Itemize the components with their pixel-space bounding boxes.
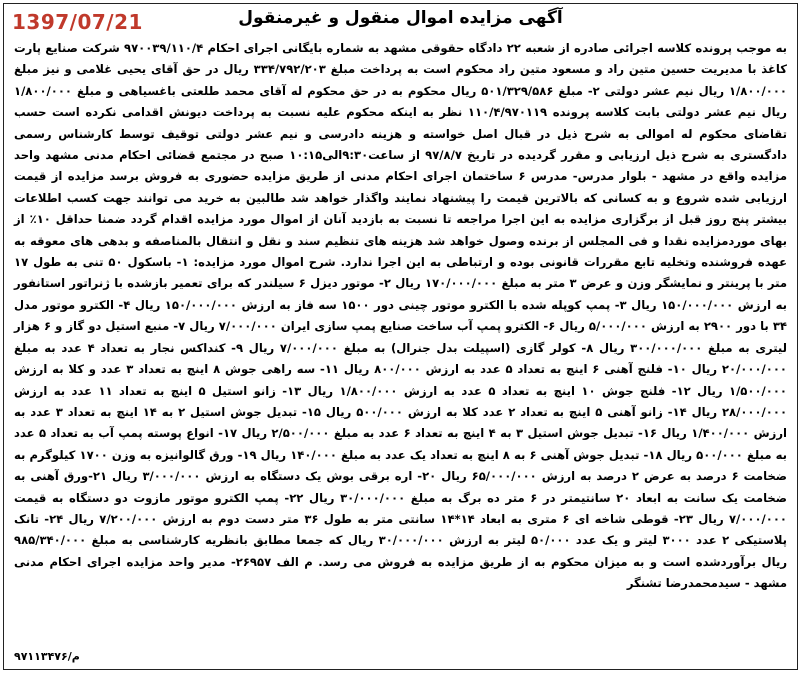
date-stamp: 1397/07/21 — [12, 10, 143, 34]
notice-intro: به موجب پرونده کلاسه اجرائی صادره از شعبه ۲۲ دادگاه حقوقی مشهد به شماره بایگانی اجرای احکام ۹۷۰۰۳۹/۱۱۰/۴ شرکت صنایع پارت کاغذ با مدیریت حسین متین راد و مسعود متین راد محکوم است به پرداخت مبلغ ۳۳۴/۷۹۲/۲۰۳ ریال در حق آقای یحیی غلامی و نیز مبلغ ۱/۸۰۰/۰۰۰ ریال نیم عشر دولتی ۲- مبلغ ۵۰۱/۳۲۹/۵۸۶ ریال محکوم به در حق محکوم له آقای محمد طلعتی باغسیاهی و مبلغ ۱/۸۰۰/۰۰۰ ریال نیم عشر دولتی بابت کلاسه پرونده ۱۱۰/۴/۹۷۰۱۱۹ نظر به اینکه محکوم علیه نسبت به پرداخت دیونش اقدامی نکرده است حسب تقاضای محکوم له اموالی به شرح ذیل در قبال اصل خواسته و هزینه دادرسی و نیم عشر دولتی توقیف توسط کارشناس رسمی دادگستری به شرح ذیل ارزیابی و مقرر گردیده در تاریخ ۹۷/۸/۷ از ساعت۹:۳۰الی۱۰:۱۵ صبح در مجتمع قضائی احکام مدنی مشهد واحد مزایده واقع در مشهد - بلوار مدرس- مدرس ۶ ساختمان اجرای احکام مدنی از طریق مزایده حضوری به فروش برسد مزایده از قیمت ارزیابی شده شروع و به کسانی که بالاترین قیمت را پیشنهاد نمایند واگذار خواهد شد طالبین به خرید می توانند جهت کسب اطلاعات بیشتر پنج روز قبل از برگزاری مزایده به این اجرا مراجعه تا نسبت به بازدید آنان از اموال مورد مزایده اقدام گردد ضمنا حداقل ۱۰٪ از بهای موردمزایده نقدا و فی المجلس از برنده وصول خواهد شد هزینه های تنظیم سند و نقل و انتقال بالمناصفه و بدهی های معوقه به عهده فروشنده وتخلیه تابع مقررات قانونی بوده و ارتباطی به این اجرا ندارد. — [14, 41, 788, 270]
notice-title: آگهی مزایده اموال منقول و غیرمنقول — [238, 8, 563, 28]
notice-signature: م الف ۲۶۹۵۷- مدیر واحد مزایده اجرای احکام مدنی مشهد - سیدمحمدرضا تشنگر — [14, 554, 787, 591]
notice-items: شرح اموال مورد مزایده: ۱- باسکول ۵۰ تنی به طول ۱۷ متر با پرینتر و نمایشگر وزن و عرض ۳ متر به مبلغ ۱۷۰/۰۰۰/۰۰۰ ریال ۲- موتور دیزل ۶ سیلندر که برای تعمیر بازشده با ژنراتور استانفور به ارزش ۱۵۰/۰۰۰/۰۰۰ ریال ۳- پمپ کوپله شده با الکترو موتور چینی دور ۱۵۰۰ سه فاز به ارزش ۱۵۰/۰۰۰/۰۰۰ ریال ۴- الکترو موتور مدل ۳۴ با دور ۲۹۰۰ به ارزش ۵/۰۰۰/۰۰۰ ریال ۶- الکترو پمپ آب ساخت صنایع پمپ سازی ایران ۷/۰۰۰/۰۰۰ ریال ۷- منبع استیل دو گاز و ۶ هزار لیتری به مبلغ ۳۰۰/۰۰۰/۰۰۰ ریال ۸- کولر گازی (اسپیلت بدل جنرال) به مبلغ ۷/۰۰۰/۰۰۰ ریال ۹- کنداکس نجار به تعداد ۴ عدد به مبلغ ۲۰/۰۰۰/۰۰۰ ریال ۱۰- فلنج آهنی ۶ اینچ به تعداد ۵ عدد به ارزش ۸۰۰/۰۰۰ ریال ۱۱- سه راهی جوش ۸ اینچ به تعداد ۳ عدد و کلا به ارزش ۱/۵۰۰/۰۰۰ ریال ۱۲- فلنج جوش ۱۰ اینچ به تعداد ۵ عدد به ارزش ۱/۸۰۰/۰۰۰ ریال ۱۳- زانو استیل ۵ اینچ به تعداد ۱۱ عدد به ارزش ۲۸/۰۰۰/۰۰۰ ریال ۱۴- زانو آهنی ۵ اینچ به تعداد ۲ عدد کلا به ارزش ۵۰۰/۰۰۰ ریال ۱۵- تبدیل جوش استیل ۲ به ۱۴ اینچ به تعداد ۳ عدد به ارزش ۱/۴۰۰/۰۰۰ ریال ۱۶- تبدیل جوش استیل ۳ به ۴ اینچ به تعداد ۶ عدد به مبلغ ۲/۵۰۰/۰۰۰ ریال ۱۷- انواع پوسته پمپ آب به تعداد ۵ عدد به مبلغ ۵۰۰/۰۰۰ ریال ۱۸- تبدیل جوش آهنی ۶ به ۸ اینچ به تعداد یک عدد به مبلغ ۱۴۰/۰۰۰ ریال ۱۹- ورق گالوانیزه به وزن ۱۷۰۰ کیلوگرم به ضخامت ۶ درصد به عرض ۲ درصد به ارزش ۶۵/۰۰۰/۰۰۰ ریال ۲۰- اره برقی بوش یک دستگاه به ارزش ۳/۰۰۰/۰۰۰ ریال ۲۱-ورق آهنی به ضخامت یک سانت به ابعاد ۲۰ سانتیمتر در ۶ متر ده برگ به مبلغ ۳۰/۰۰۰/۰۰۰ ریال ۲۲- پمپ الکترو موتور مازوت دو دستگاه به قیمت ۷/۰۰۰/۰۰۰ ریال ۲۳- قوطی شاخه ای ۶ متری به ابعاد ۱۴*۱۴ سانتی متر به طول ۳۶ متر دست دوم به ارزش ۷/۲۰۰/۰۰۰ ریال ۲۴- تانک پلاستیکی ۲ عدد ۳۰۰۰ لیتر و یک عدد ۵۰/۰۰۰ لیتر به ارزش ۳۰/۰۰۰/۰۰۰ ریال که جمعا مطابق بانظریه کارشناسی به مبلغ ۹۸۵/۳۴۰/۰۰۰ ریال برآوردشده است و به میزان محکوم به از طریق مزایده به فروش می رسد. — [14, 255, 788, 569]
notice-body — [14, 38, 787, 595]
footer-code: م/۹۷۱۱۳۴۷۶ — [14, 650, 80, 663]
notice-frame — [3, 3, 798, 670]
